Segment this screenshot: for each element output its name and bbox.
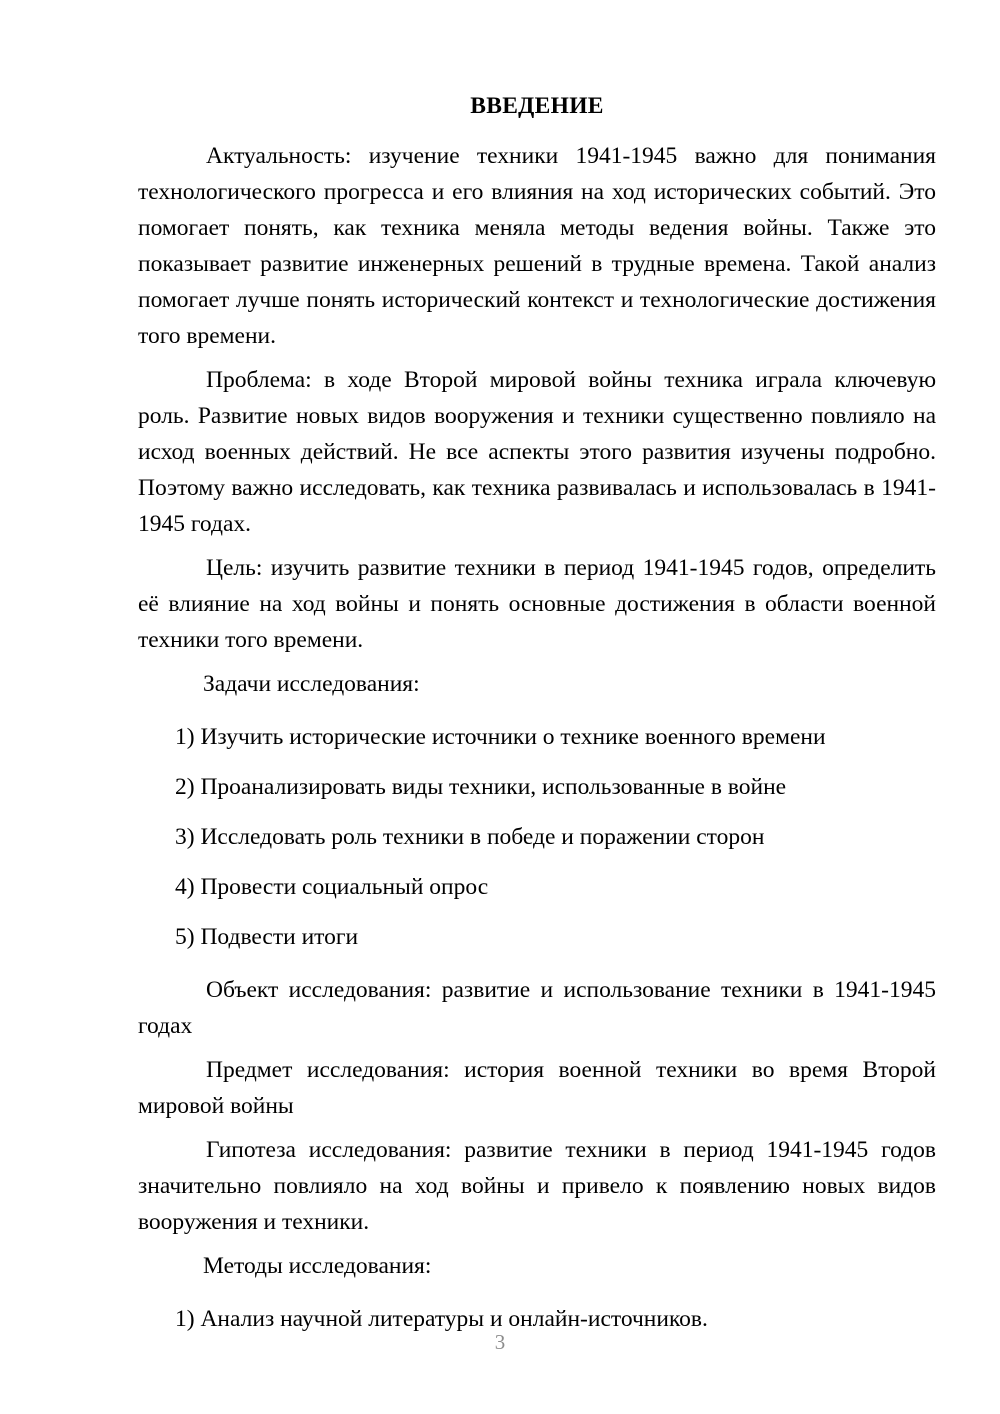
paragraph-gap (138, 658, 936, 666)
list-item: 4) Провести социальный опрос (175, 874, 489, 900)
page-title: ВВЕДЕНИЕ (470, 93, 604, 119)
paragraph-gap (138, 1044, 936, 1052)
page-number: 3 (494, 1330, 506, 1354)
list-gap (138, 702, 936, 719)
list-item: 1) Анализ научной литературы и онлайн-источников. (175, 1306, 708, 1332)
paragraph-object: Объект исследования: развитие и использование техники в 1941-1945 годах (138, 977, 936, 1039)
tasks-list (138, 719, 936, 955)
list-gap (138, 955, 936, 972)
paragraph-gap (138, 354, 936, 362)
heading-tasks: Задачи исследования: (203, 671, 420, 697)
paragraph-hypothesis: Гипотеза исследования: развитие техники в период 1941-1945 годов значительно повлияло на ход войны и привело к появлению новых видов вооружения и техники. (138, 1137, 936, 1235)
paragraph-goal: Цель: изучить развитие техники в период 1941-1945 годов, определить её влияние на ход войны и понять основные достижения в области военной техники того времени. (138, 555, 936, 653)
document-body (138, 88, 936, 1337)
list-item: 5) Подвести итоги (175, 924, 359, 950)
paragraph-relevance: Актуальность: изучение техники 1941-1945 важно для понимания технологического прогресса и его влияния на ход исторических событий. Это помогает понять, как техника меняла методы ведения войны. Также это показывает развитие инженерных решений в трудные времена. Такой анализ помогает лучше понять исторический контекст и технологические достижения того времени. (138, 143, 936, 349)
heading-methods: Методы исследования: (203, 1253, 432, 1279)
paragraph-problem: Проблема: в ходе Второй мировой войны техника играла ключевую роль. Развитие новых видов вооружения и техники существенно повлияло на исход военных действий. Не все аспекты этого развития изучены подробно. Поэтому важно исследовать, как техника развивалась и использовалась в 1941-1945 годах. (138, 367, 936, 537)
paragraph-subject: Предмет исследования: история военной техники во время Второй мировой войны (138, 1057, 936, 1119)
list-item: 1) Изучить исторические источники о технике военного времени (175, 724, 826, 750)
paragraph-gap (138, 1124, 936, 1132)
list-gap (138, 1284, 936, 1301)
list-item: 3) Исследовать роль техники в победе и поражении сторон (175, 824, 765, 850)
paragraph-gap (138, 1240, 936, 1248)
list-item: 2) Проанализировать виды техники, использованные в войне (175, 774, 787, 800)
paragraph-gap (138, 542, 936, 550)
